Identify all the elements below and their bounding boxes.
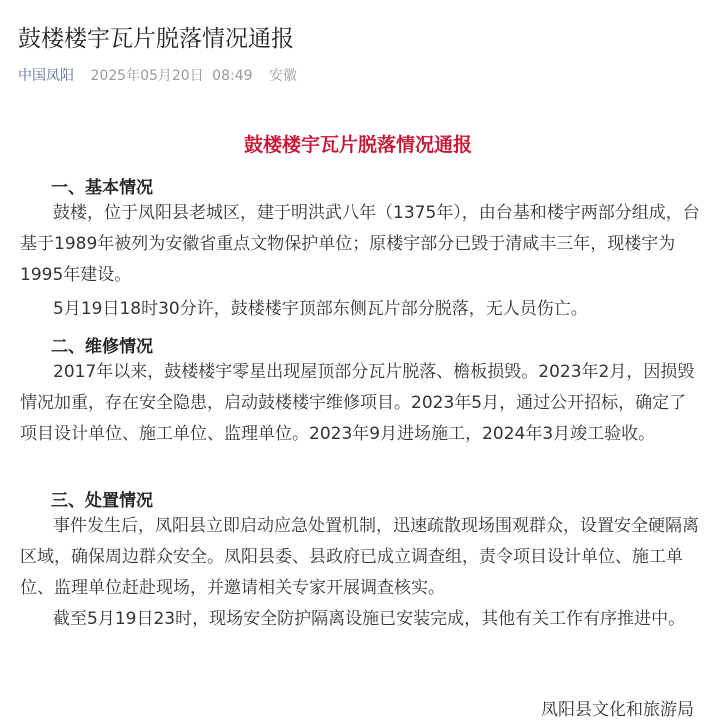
paragraph-handling-1: 事件发生后，凤阳县立即启动应急处置机制，迅速疏散现场围观群众，设置安全硬隔离区域，确保周边群众安全。凤阳县委、县政府已成立调查组，责令项目设计单位、施工单位、监理单位赶赴现场，并邀请相关专家开展调查核实。	[20, 516, 699, 598]
section-heading-basic: 一、基本情况	[51, 178, 153, 198]
article-meta	[18, 65, 297, 85]
publish-time: 08:49	[212, 68, 253, 84]
source-account-link[interactable]: 中国凤阳	[18, 68, 74, 84]
paragraph-basic-2: 5月19日18时30分许，鼓楼楼宇顶部东侧瓦片部分脱落，无人员伤亡。	[53, 299, 588, 319]
page-title: 鼓楼楼宇瓦片脱落情况通报	[18, 26, 294, 52]
paragraph-repair-1: 2017年以来，鼓楼楼宇零星出现屋顶部分瓦片脱落、檐板损毁。2023年2月，因损毁情况加重，存在安全隐患，启动鼓楼楼宇维修项目。2023年5月，通过公开招标，确定了项目设计单位、施工单位、监理单位。2023年9月进场施工，2024年3月竣工验收。	[20, 362, 695, 444]
publish-location: 安徽	[268, 68, 297, 84]
section-heading-repair: 二、维修情况	[51, 337, 153, 357]
paragraph-handling-2: 截至5月19日23时，现场安全防护隔离设施已安装完成，其他有关工作有序推进中。	[53, 609, 686, 629]
paragraph-basic-1: 鼓楼，位于凤阳县老城区，建于明洪武八年（1375年），由台基和楼宇两部分组成，台基于1989年被列为安徽省重点文物保护单位；原楼宇部分已毁于清咸丰三年，现楼宇为1995年建设。	[20, 203, 700, 285]
article-title: 鼓楼楼宇瓦片脱落情况通报	[243, 134, 472, 156]
signature: 凤阳县文化和旅游局	[541, 700, 694, 720]
section-heading-handling: 三、处置情况	[51, 491, 153, 511]
publish-date: 2025年05月20日	[90, 68, 204, 84]
